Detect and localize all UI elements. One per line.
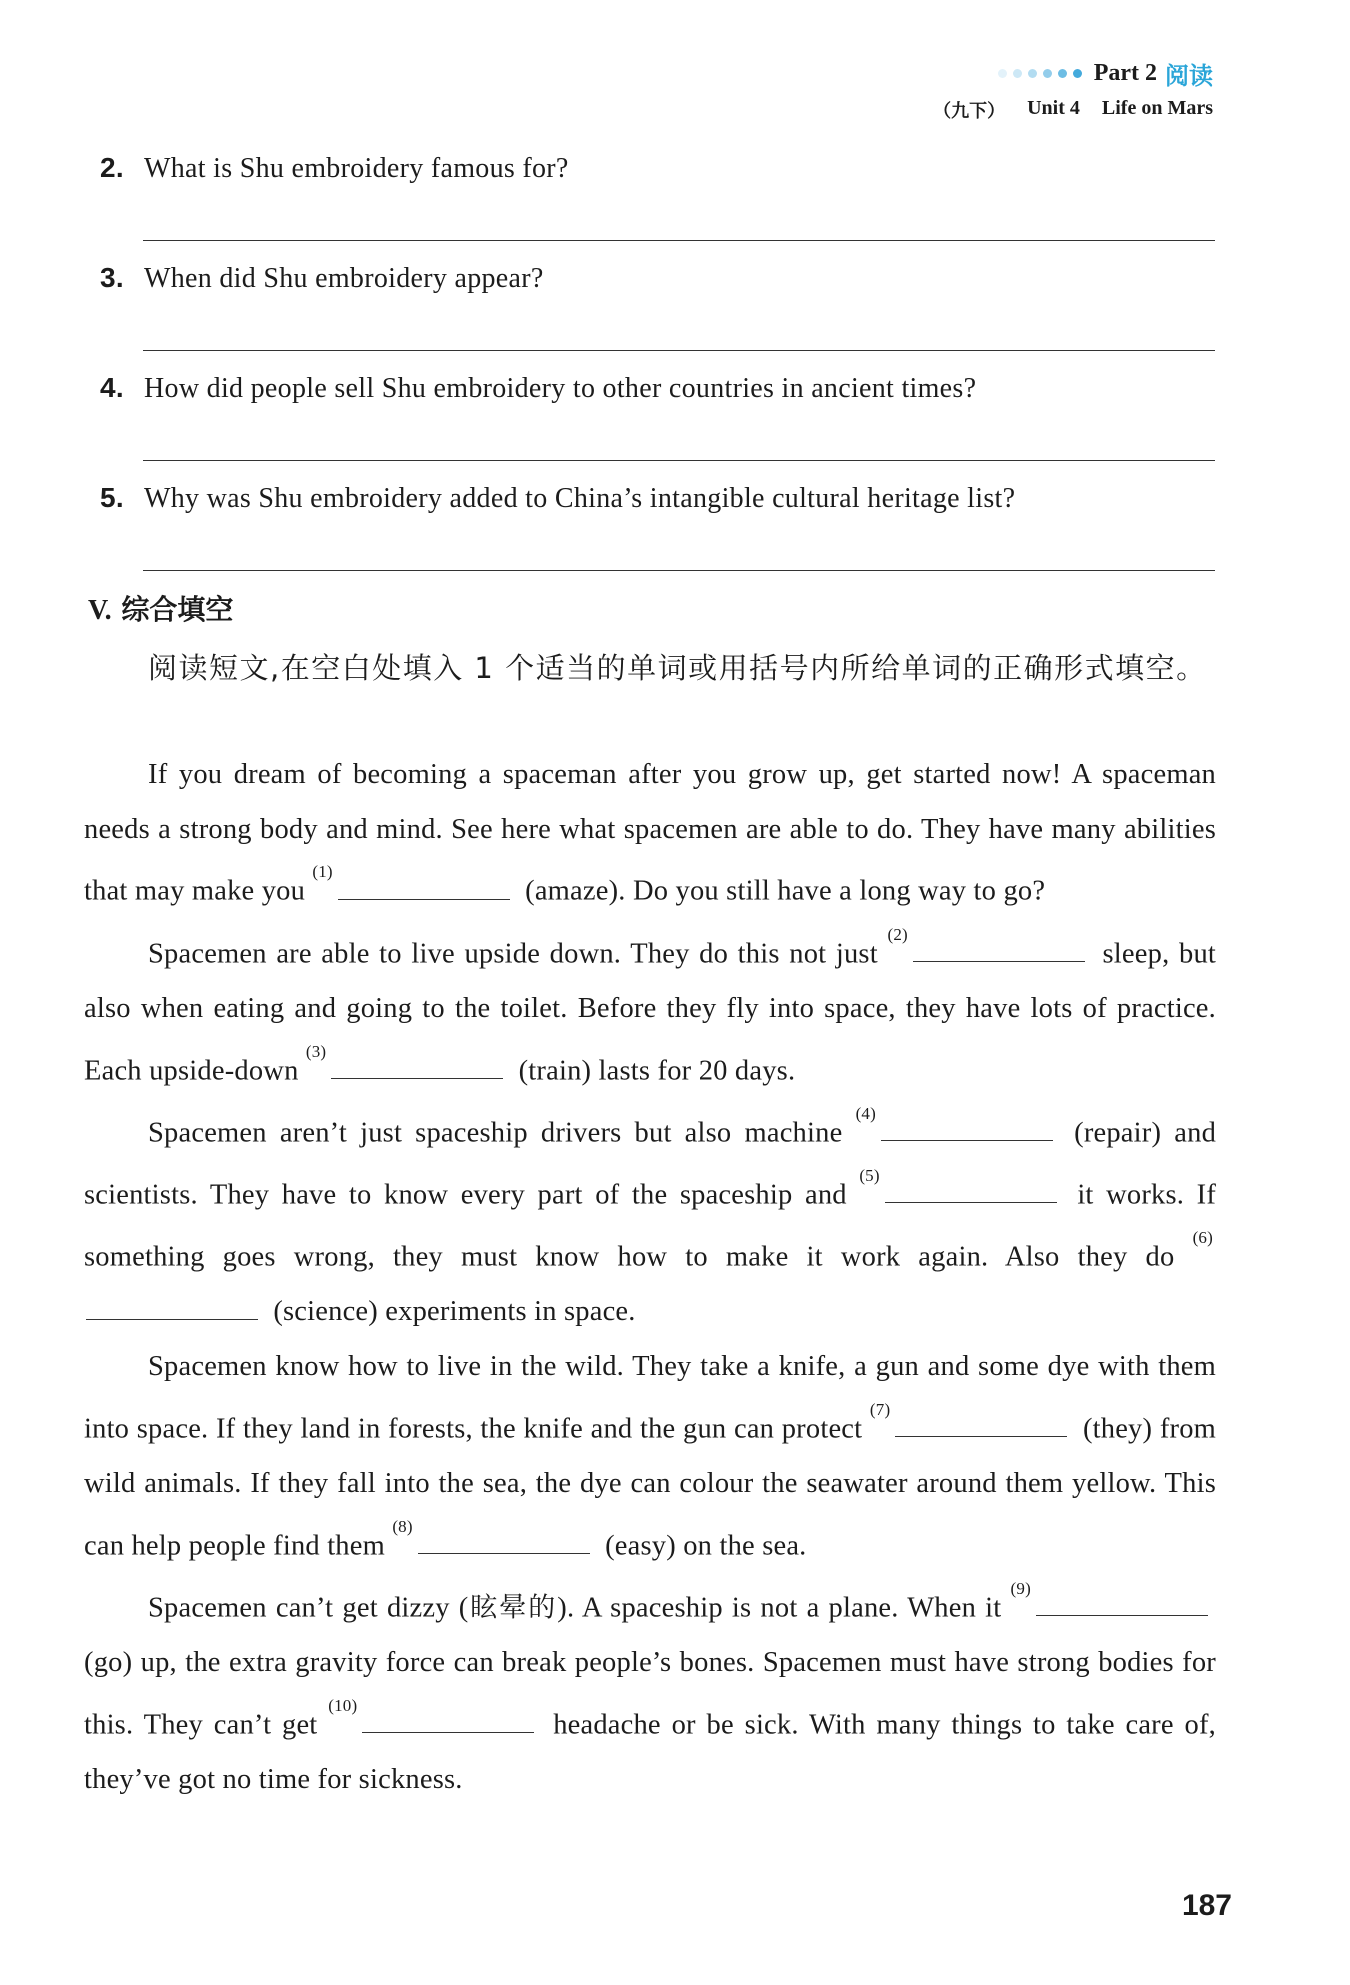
passage-paragraph-3	[84, 1099, 1216, 1340]
answer-line-3[interactable]	[143, 350, 1215, 351]
passage-text: it works. If something goes wrong, they must know how to make it work again. Also they do	[84, 1179, 1217, 1273]
blank-number: (2)	[887, 924, 908, 944]
passage-text: Spacemen aren’t just spaceship drivers but also machine	[148, 1117, 843, 1149]
section-heading	[88, 588, 233, 628]
passage-paragraph-5	[84, 1574, 1216, 1808]
blank-7[interactable]	[895, 1435, 1067, 1437]
unit-label: Unit 4	[1027, 97, 1080, 119]
page-number: 187	[1181, 1889, 1232, 1922]
blank-3[interactable]	[331, 1077, 503, 1079]
page-header	[933, 56, 1213, 123]
blank-4[interactable]	[881, 1139, 1053, 1141]
passage-text: Spacemen know how to live in the wild. They take a knife, a gun and some dye with them into space. If they land in forests, the knife and the gun can protect	[84, 1351, 1216, 1445]
passage-text: (go) up, the extra gravity force can break people’s bones. Spacemen must have strong bodies for this. They can’t get	[84, 1647, 1216, 1741]
dot-icon	[1073, 69, 1082, 78]
decorative-dots	[998, 69, 1082, 78]
blank-number: (6)	[1192, 1228, 1213, 1248]
blank-number: (4)	[855, 1103, 876, 1123]
cloze-passage	[84, 748, 1216, 1808]
question-number: 5.	[100, 482, 124, 513]
blank-number: (9)	[1010, 1578, 1031, 1598]
answer-line-2[interactable]	[143, 240, 1215, 241]
question-4	[100, 372, 1215, 405]
section-title: 综合填空	[121, 593, 234, 626]
passage-text: Spacemen can’t get dizzy (	[148, 1592, 469, 1624]
passage-paragraph-2	[84, 920, 1216, 1099]
blank-number: (1)	[312, 862, 333, 882]
unit-title: Life on Mars	[1101, 97, 1213, 119]
blank-number: (7)	[869, 1399, 891, 1419]
blank-10[interactable]	[362, 1731, 534, 1733]
blank-2[interactable]	[913, 960, 1085, 962]
question-number: 3.	[100, 262, 124, 293]
question-3	[100, 262, 1215, 295]
blank-6[interactable]	[86, 1318, 258, 1320]
answer-line-5[interactable]	[143, 570, 1215, 571]
blank-number: (8)	[392, 1516, 413, 1536]
section-number: V.	[88, 595, 112, 626]
passage-text: (they) from wild animals. If they fall into the sea, the dye can colour the seawater around them yellow. This can help people find them	[84, 1413, 1217, 1562]
blank-8[interactable]	[418, 1552, 590, 1554]
passage-text: (train) lasts for 20 days.	[518, 1055, 796, 1087]
grade-label: （九下）	[933, 101, 1006, 122]
question-text: Why was Shu embroidery added to China’s intangible cultural heritage list?	[144, 483, 1016, 514]
passage-paragraph-1	[84, 748, 1216, 920]
passage-paragraph-4	[84, 1340, 1216, 1574]
blank-number: (10)	[328, 1695, 358, 1715]
question-text: What is Shu embroidery famous for?	[144, 153, 569, 184]
question-5	[100, 482, 1215, 515]
question-number: 4.	[100, 372, 124, 403]
passage-text: headache or be sick. With many things to take care of, they’ve got no time for sickness.	[84, 1709, 1216, 1795]
dot-icon	[1028, 69, 1037, 78]
question-number: 2.	[100, 152, 124, 183]
question-2	[100, 152, 1215, 185]
passage-text: (amaze). Do you still have a long way to go?	[525, 875, 1046, 907]
dot-icon	[1043, 69, 1052, 78]
blank-9[interactable]	[1036, 1614, 1208, 1616]
blank-number: (3)	[305, 1041, 327, 1061]
dot-icon	[1058, 69, 1067, 78]
passage-text: (repair) and scientists. They have to know every part of the spaceship and	[84, 1117, 1217, 1211]
question-text: When did Shu embroidery appear?	[144, 263, 544, 294]
dot-icon	[998, 69, 1007, 78]
part-title: 阅读	[1165, 62, 1213, 90]
passage-text: ). A spaceship is not a plane. When it	[557, 1592, 1002, 1624]
passage-text: Spacemen are able to live upside down. They do this not just	[148, 938, 878, 970]
passage-text: If you dream of becoming a spaceman after you grow up, get started now! A spaceman needs a strong body and mind. See here what spacemen are able to do. They have many abilities that may make you	[84, 759, 1216, 907]
chinese-gloss: 眩晕的	[468, 1592, 558, 1624]
passage-text: sleep, but also when eating and going to the toilet. Before they fly into space, they have lots of practice. Each upside-down	[84, 938, 1217, 1087]
question-text: How did people sell Shu embroidery to other countries in ancient times?	[144, 373, 977, 404]
dot-icon	[1013, 69, 1022, 78]
passage-text: (science) experiments in space.	[273, 1296, 636, 1328]
blank-1[interactable]	[338, 898, 510, 900]
answer-line-4[interactable]	[143, 460, 1215, 461]
section-instruction: 阅读短文,在空白处填入 1 个适当的单词或用括号内所给单词的正确形式填空。	[148, 651, 1207, 685]
blank-5[interactable]	[885, 1201, 1057, 1203]
blank-number: (5)	[859, 1165, 880, 1185]
part-label: Part 2	[1093, 60, 1157, 86]
passage-text: (easy) on the sea.	[605, 1530, 807, 1562]
